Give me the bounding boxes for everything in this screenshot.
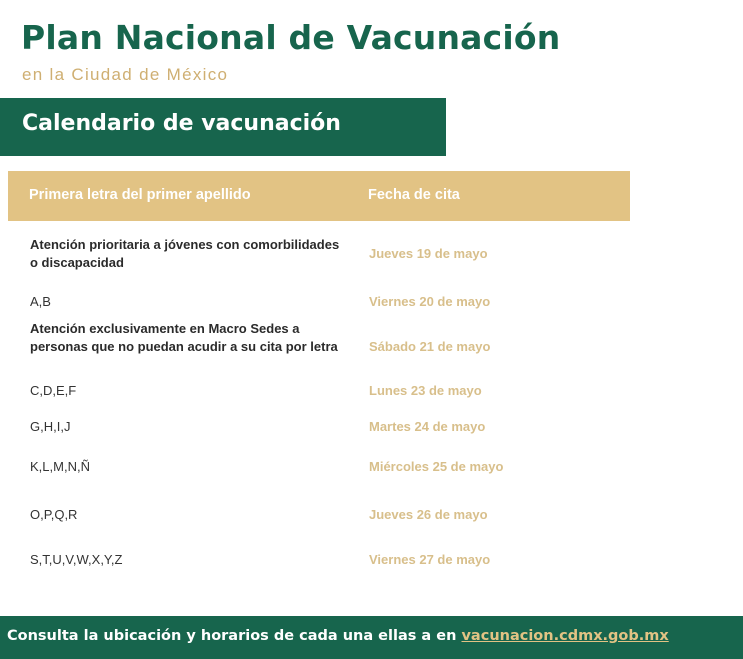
row-date: Sábado 21 de mayo — [369, 339, 491, 354]
row-date: Viernes 20 de mayo — [369, 294, 491, 309]
page-title: Plan Nacional de Vacunación — [21, 18, 561, 57]
row-date: Miércoles 25 de mayo — [369, 459, 504, 474]
footer-text: Consulta la ubicación y horarios de cada una ellas a en — [7, 628, 457, 644]
row-date: Viernes 27 de mayo — [369, 552, 491, 567]
row-group: C,D,E,F — [30, 383, 77, 398]
website-link[interactable]: vacunacion.cdmx.gob.mx — [461, 628, 669, 644]
row-date: Lunes 23 de mayo — [369, 383, 482, 398]
table-header — [8, 171, 630, 221]
column-header-letter: Primera letra del primer apellido — [29, 187, 251, 203]
row-group: Atención exclusivamente en Macro Sedes a personas que no puedan acudir a su cita por letra — [30, 321, 338, 354]
section-banner — [0, 98, 446, 156]
footer-message — [7, 628, 669, 644]
row-date: Martes 24 de mayo — [369, 419, 486, 434]
footer-bar — [0, 616, 743, 659]
row-group: A,B — [30, 294, 51, 309]
column-header-date: Fecha de cita — [368, 187, 460, 203]
row-date: Jueves 26 de mayo — [369, 507, 488, 522]
row-group: Atención prioritaria a jóvenes con comorbilidades o discapacidad — [30, 237, 340, 270]
schedule-table — [8, 171, 630, 221]
page-subtitle: en la Ciudad de México — [22, 65, 229, 84]
row-group: S,T,U,V,W,X,Y,Z — [30, 552, 123, 567]
row-group: O,P,Q,R — [30, 507, 78, 522]
row-date: Jueves 19 de mayo — [369, 246, 488, 261]
row-group: G,H,I,J — [30, 419, 71, 434]
section-title: Calendario de vacunación — [22, 111, 341, 136]
row-group: K,L,M,N,Ñ — [30, 459, 90, 474]
